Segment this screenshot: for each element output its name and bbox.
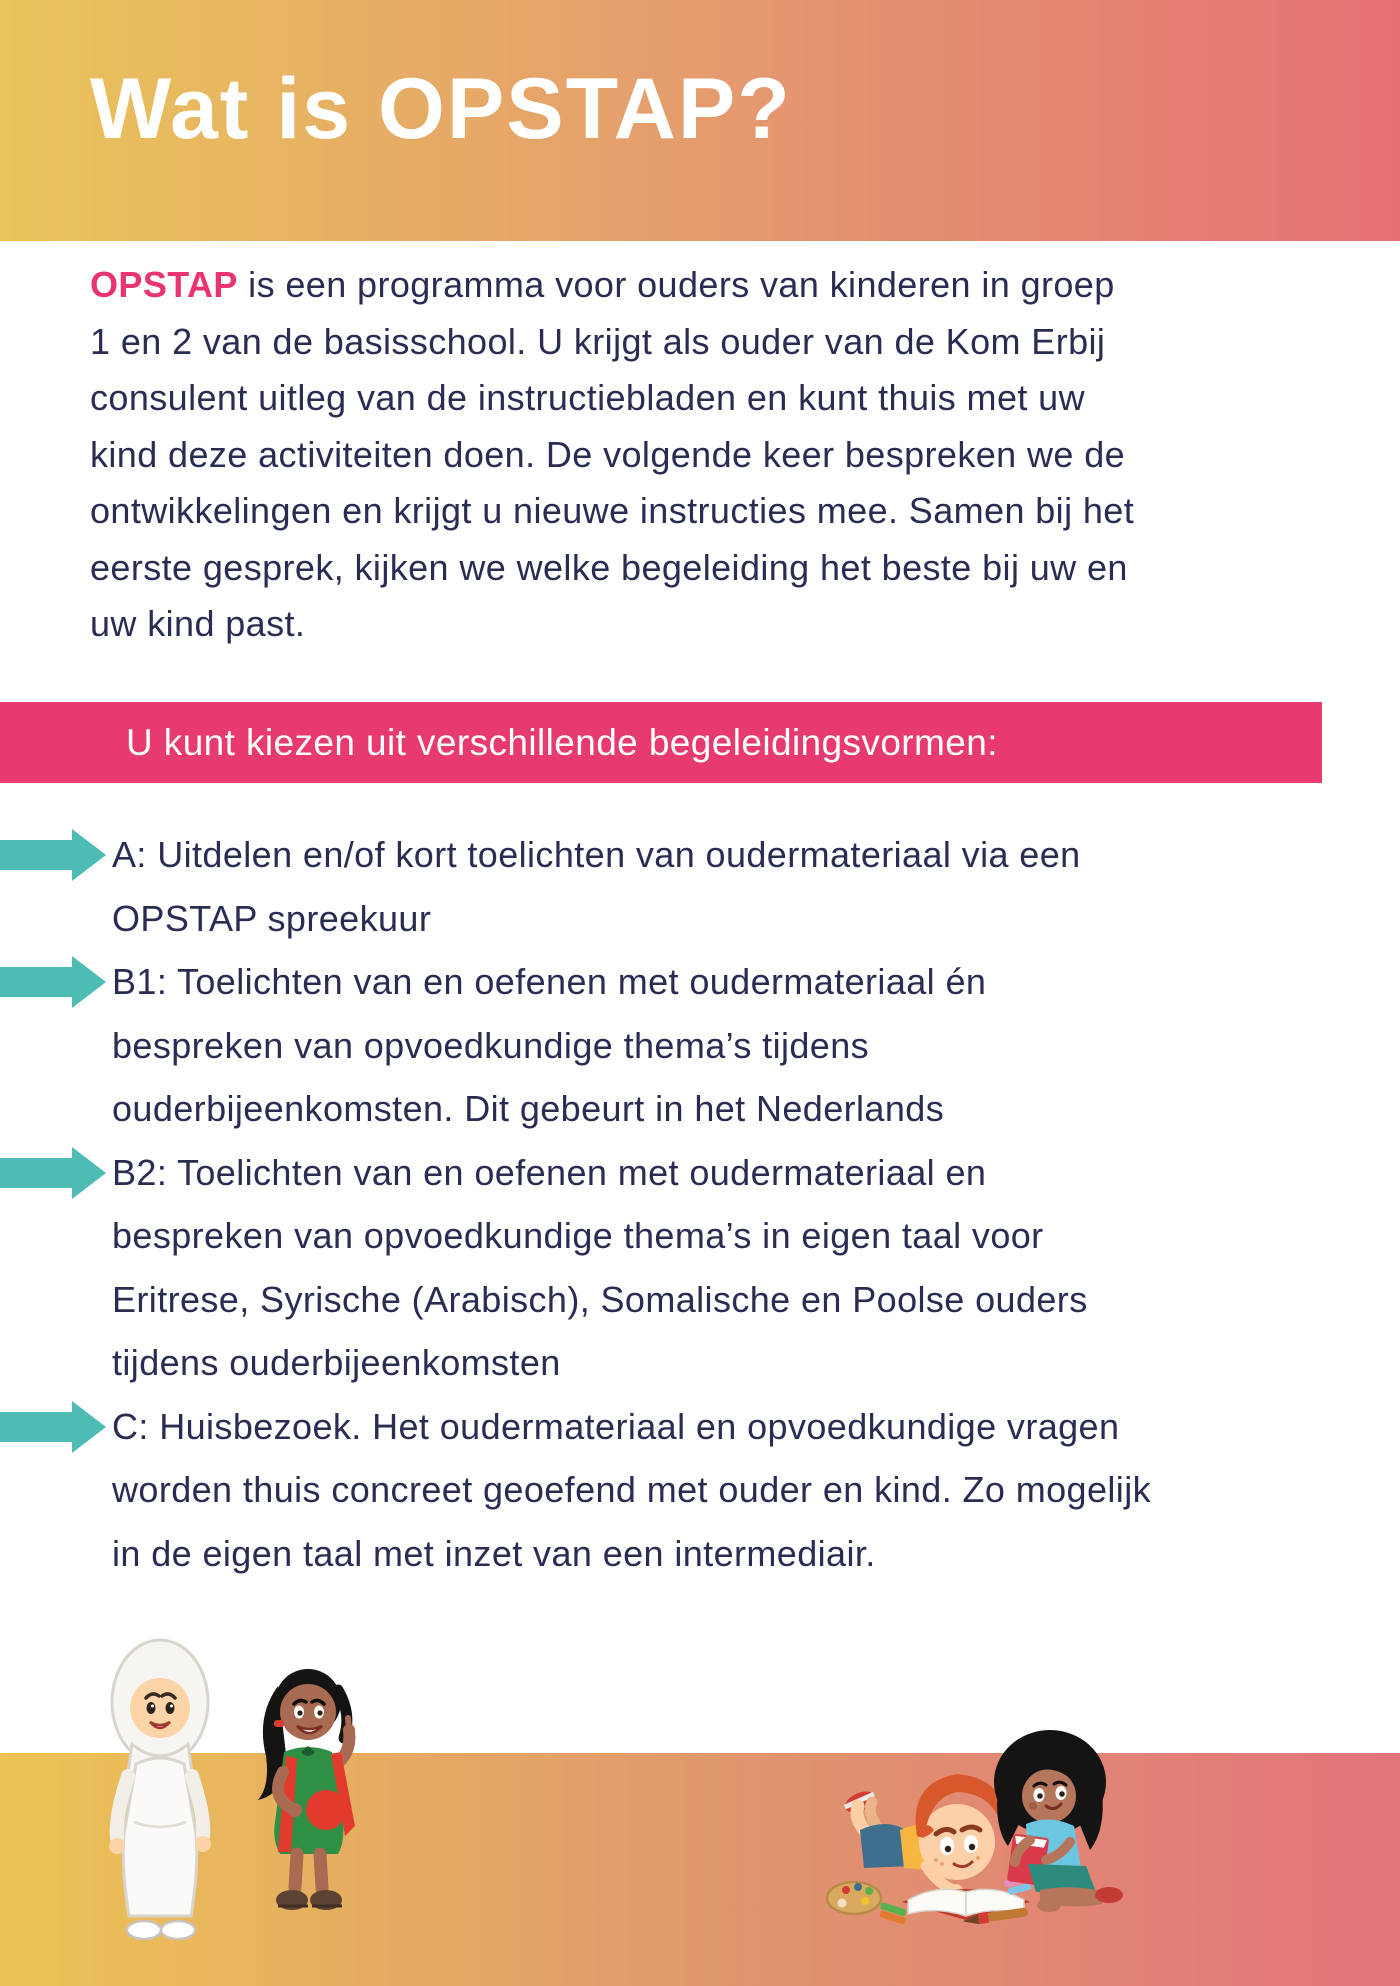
option-line: A: Uitdelen en/of kort toelichten van oudermateriaal via een (112, 834, 1081, 875)
option-line: worden thuis concreet geoefend met ouder en kind. Zo mogelijk (112, 1469, 1151, 1510)
option-line: ouderbijeenkomsten. Dit gebeurt in het Nederlands (112, 1088, 945, 1129)
option-c (112, 1395, 1352, 1586)
intro-paragraph (90, 257, 1360, 653)
intro-line: uw kind past. (90, 603, 306, 644)
children-illustration-right (808, 1698, 1152, 1938)
arrow-right-icon (0, 1401, 106, 1453)
option-line: bespreken van opvoedkundige thema’s tijdens (112, 1024, 870, 1066)
option-line: tijdens ouderbijeenkomsten (112, 1342, 561, 1383)
arrow-right-icon (0, 1147, 106, 1199)
intro-line: eerste gesprek, kijken we welke begeleiding het beste bij uw en (90, 546, 1128, 588)
option-line: Eritrese, Syrische (Arabisch), Somalische en Poolse ouders (112, 1278, 1088, 1320)
option-line: B2: Toelichten van en oefenen met oudermateriaal en (112, 1151, 987, 1193)
intro-line: 1 en 2 van de basisschool. U krijgt als ouder van de Kom Erbij (90, 320, 1106, 362)
header-band (0, 0, 1400, 241)
options-list (112, 823, 1352, 1585)
option-b1 (112, 950, 1352, 1141)
intro-line: kind deze activiteiten doen. De volgende keer bespreken we de (90, 433, 1126, 475)
option-line: OPSTAP spreekuur (112, 897, 432, 939)
option-line: bespreken van opvoedkundige thema’s in eigen taal voor (112, 1215, 1044, 1256)
option-line: in de eigen taal met inzet van een intermediair. (112, 1532, 876, 1574)
arrow-right-icon (0, 829, 106, 881)
intro-line: consulent uitleg van de instructiebladen en kunt thuis met uw (90, 377, 1085, 418)
choices-banner (0, 702, 1322, 783)
option-line: B1: Toelichten van en oefenen met oudermateriaal én (112, 961, 987, 1002)
girl-in-green-dress-illustration (258, 1669, 355, 1910)
option-a (112, 823, 1352, 950)
page-title: Wat is OPSTAP? (90, 61, 792, 157)
option-line: C: Huisbezoek. Het oudermateriaal en opvoedkundige vragen (112, 1405, 1120, 1447)
choices-banner-label: U kunt kiezen uit verschillende begeleidingsvormen: (126, 721, 998, 763)
opstap-highlight: OPSTAP (90, 264, 238, 305)
intro-line-rest: is een programma voor ouders van kinderen in groep (237, 264, 1115, 305)
option-b2 (112, 1141, 1352, 1395)
intro-line: ontwikkelingen en krijgt u nieuwe instructies mee. Samen bij het (90, 490, 1135, 531)
girl-in-hijab-illustration (109, 1640, 211, 1939)
arrow-right-icon (0, 956, 106, 1008)
intro-line (90, 257, 1360, 314)
children-illustration-left (98, 1624, 370, 1946)
